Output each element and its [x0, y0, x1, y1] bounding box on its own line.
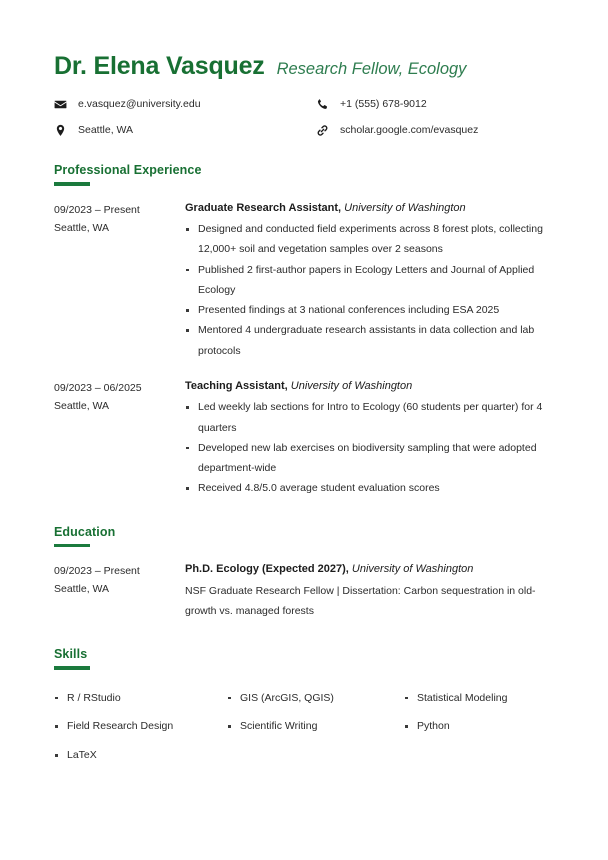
entry-location: Seattle, WA	[54, 221, 110, 234]
entry-organization: University of Washington	[290, 379, 413, 392]
resume-header	[54, 52, 560, 137]
entry-meta	[54, 378, 185, 499]
candidate-tagline: Research Fellow, Ecology	[276, 60, 467, 78]
list-item: Designed and conducted field experiments across 8 forest plots, collecting 12,000+ soil and vegetation samples over 2 seasons	[185, 219, 560, 260]
entry-bullet-list	[185, 219, 560, 361]
list-item: Scientific Writing	[227, 712, 404, 741]
entry-dates: 09/2023 – 06/2025	[54, 381, 142, 394]
education-entry	[54, 561, 560, 621]
contact-phone-label: +1 (555) 678-9012	[340, 98, 427, 111]
entry-heading	[185, 561, 560, 578]
entry-organization: University of Washington	[344, 201, 466, 214]
envelope-icon	[54, 98, 67, 111]
list-item: Statistical Modeling	[404, 684, 560, 713]
entry-dates: 09/2023 – Present	[54, 565, 140, 577]
list-item: Led weekly lab sections for Intro to Ecology (60 students per quarter) for 4 quarters	[185, 397, 560, 438]
section-skills	[54, 647, 560, 770]
entry-bullet-list	[185, 397, 560, 498]
list-item: Python	[404, 712, 560, 741]
contact-details	[54, 98, 560, 137]
contact-email-label: e.vasquez@university.edu	[78, 98, 201, 111]
contact-website[interactable]	[316, 124, 560, 137]
entry-role: Graduate Research Assistant,	[185, 201, 342, 214]
entry-heading	[185, 200, 560, 217]
list-item: Published 2 first-author papers in Ecology Letters and Journal of Applied Ecology	[185, 260, 560, 301]
entry-location: Seattle, WA	[54, 583, 110, 596]
section-title-experience: Professional Experience	[54, 163, 202, 177]
section-rule	[54, 666, 90, 670]
contact-location-label: Seattle, WA	[78, 124, 134, 137]
section-experience	[54, 163, 560, 499]
list-item: Presented findings at 3 national conferences including ESA 2025	[185, 300, 560, 320]
entry-body	[185, 378, 560, 499]
list-item: Received 4.8/5.0 average student evaluation scores	[185, 478, 560, 498]
section-title-education: Education	[54, 524, 116, 539]
experience-entry	[54, 200, 560, 361]
header-name-row	[54, 52, 560, 81]
experience-entry	[54, 378, 560, 499]
list-item: LaTeX	[54, 741, 227, 770]
entry-body	[185, 561, 560, 621]
entry-degree: Ph.D. Ecology (Expected 2027),	[185, 563, 349, 575]
entry-organization: University of Washington	[351, 563, 474, 575]
candidate-name: Dr. Elena Vasquez	[54, 52, 265, 80]
entry-dates: 09/2023 – Present	[54, 203, 140, 216]
section-rule	[54, 182, 90, 186]
list-item: Developed new lab exercises on biodiversity sampling that were adopted department-wide	[185, 438, 560, 479]
entry-meta	[54, 561, 185, 621]
entry-role: Teaching Assistant,	[185, 379, 288, 392]
list-item: Mentored 4 undergraduate research assistants in data collection and lab protocols	[185, 320, 560, 361]
entry-description: NSF Graduate Research Fellow | Dissertation: Carbon sequestration in old-growth vs. managed forests	[185, 584, 536, 617]
section-title-skills: Skills	[54, 647, 88, 661]
phone-icon	[316, 98, 329, 111]
list-item: R / RStudio	[54, 684, 227, 713]
entry-location: Seattle, WA	[54, 399, 110, 412]
list-item: Field Research Design	[54, 712, 227, 741]
entry-meta	[54, 200, 185, 361]
map-pin-icon	[54, 124, 67, 137]
contact-website-label: scholar.google.com/evasquez	[340, 124, 479, 137]
entry-heading	[185, 378, 560, 395]
contact-phone[interactable]	[316, 98, 560, 111]
list-item: GIS (ArcGIS, QGIS)	[227, 684, 404, 713]
link-icon	[316, 124, 329, 137]
skills-list	[54, 684, 560, 771]
contact-email[interactable]	[54, 98, 316, 111]
contact-location	[54, 124, 316, 137]
entry-body	[185, 200, 560, 361]
section-rule	[54, 544, 90, 548]
section-education	[54, 525, 560, 622]
